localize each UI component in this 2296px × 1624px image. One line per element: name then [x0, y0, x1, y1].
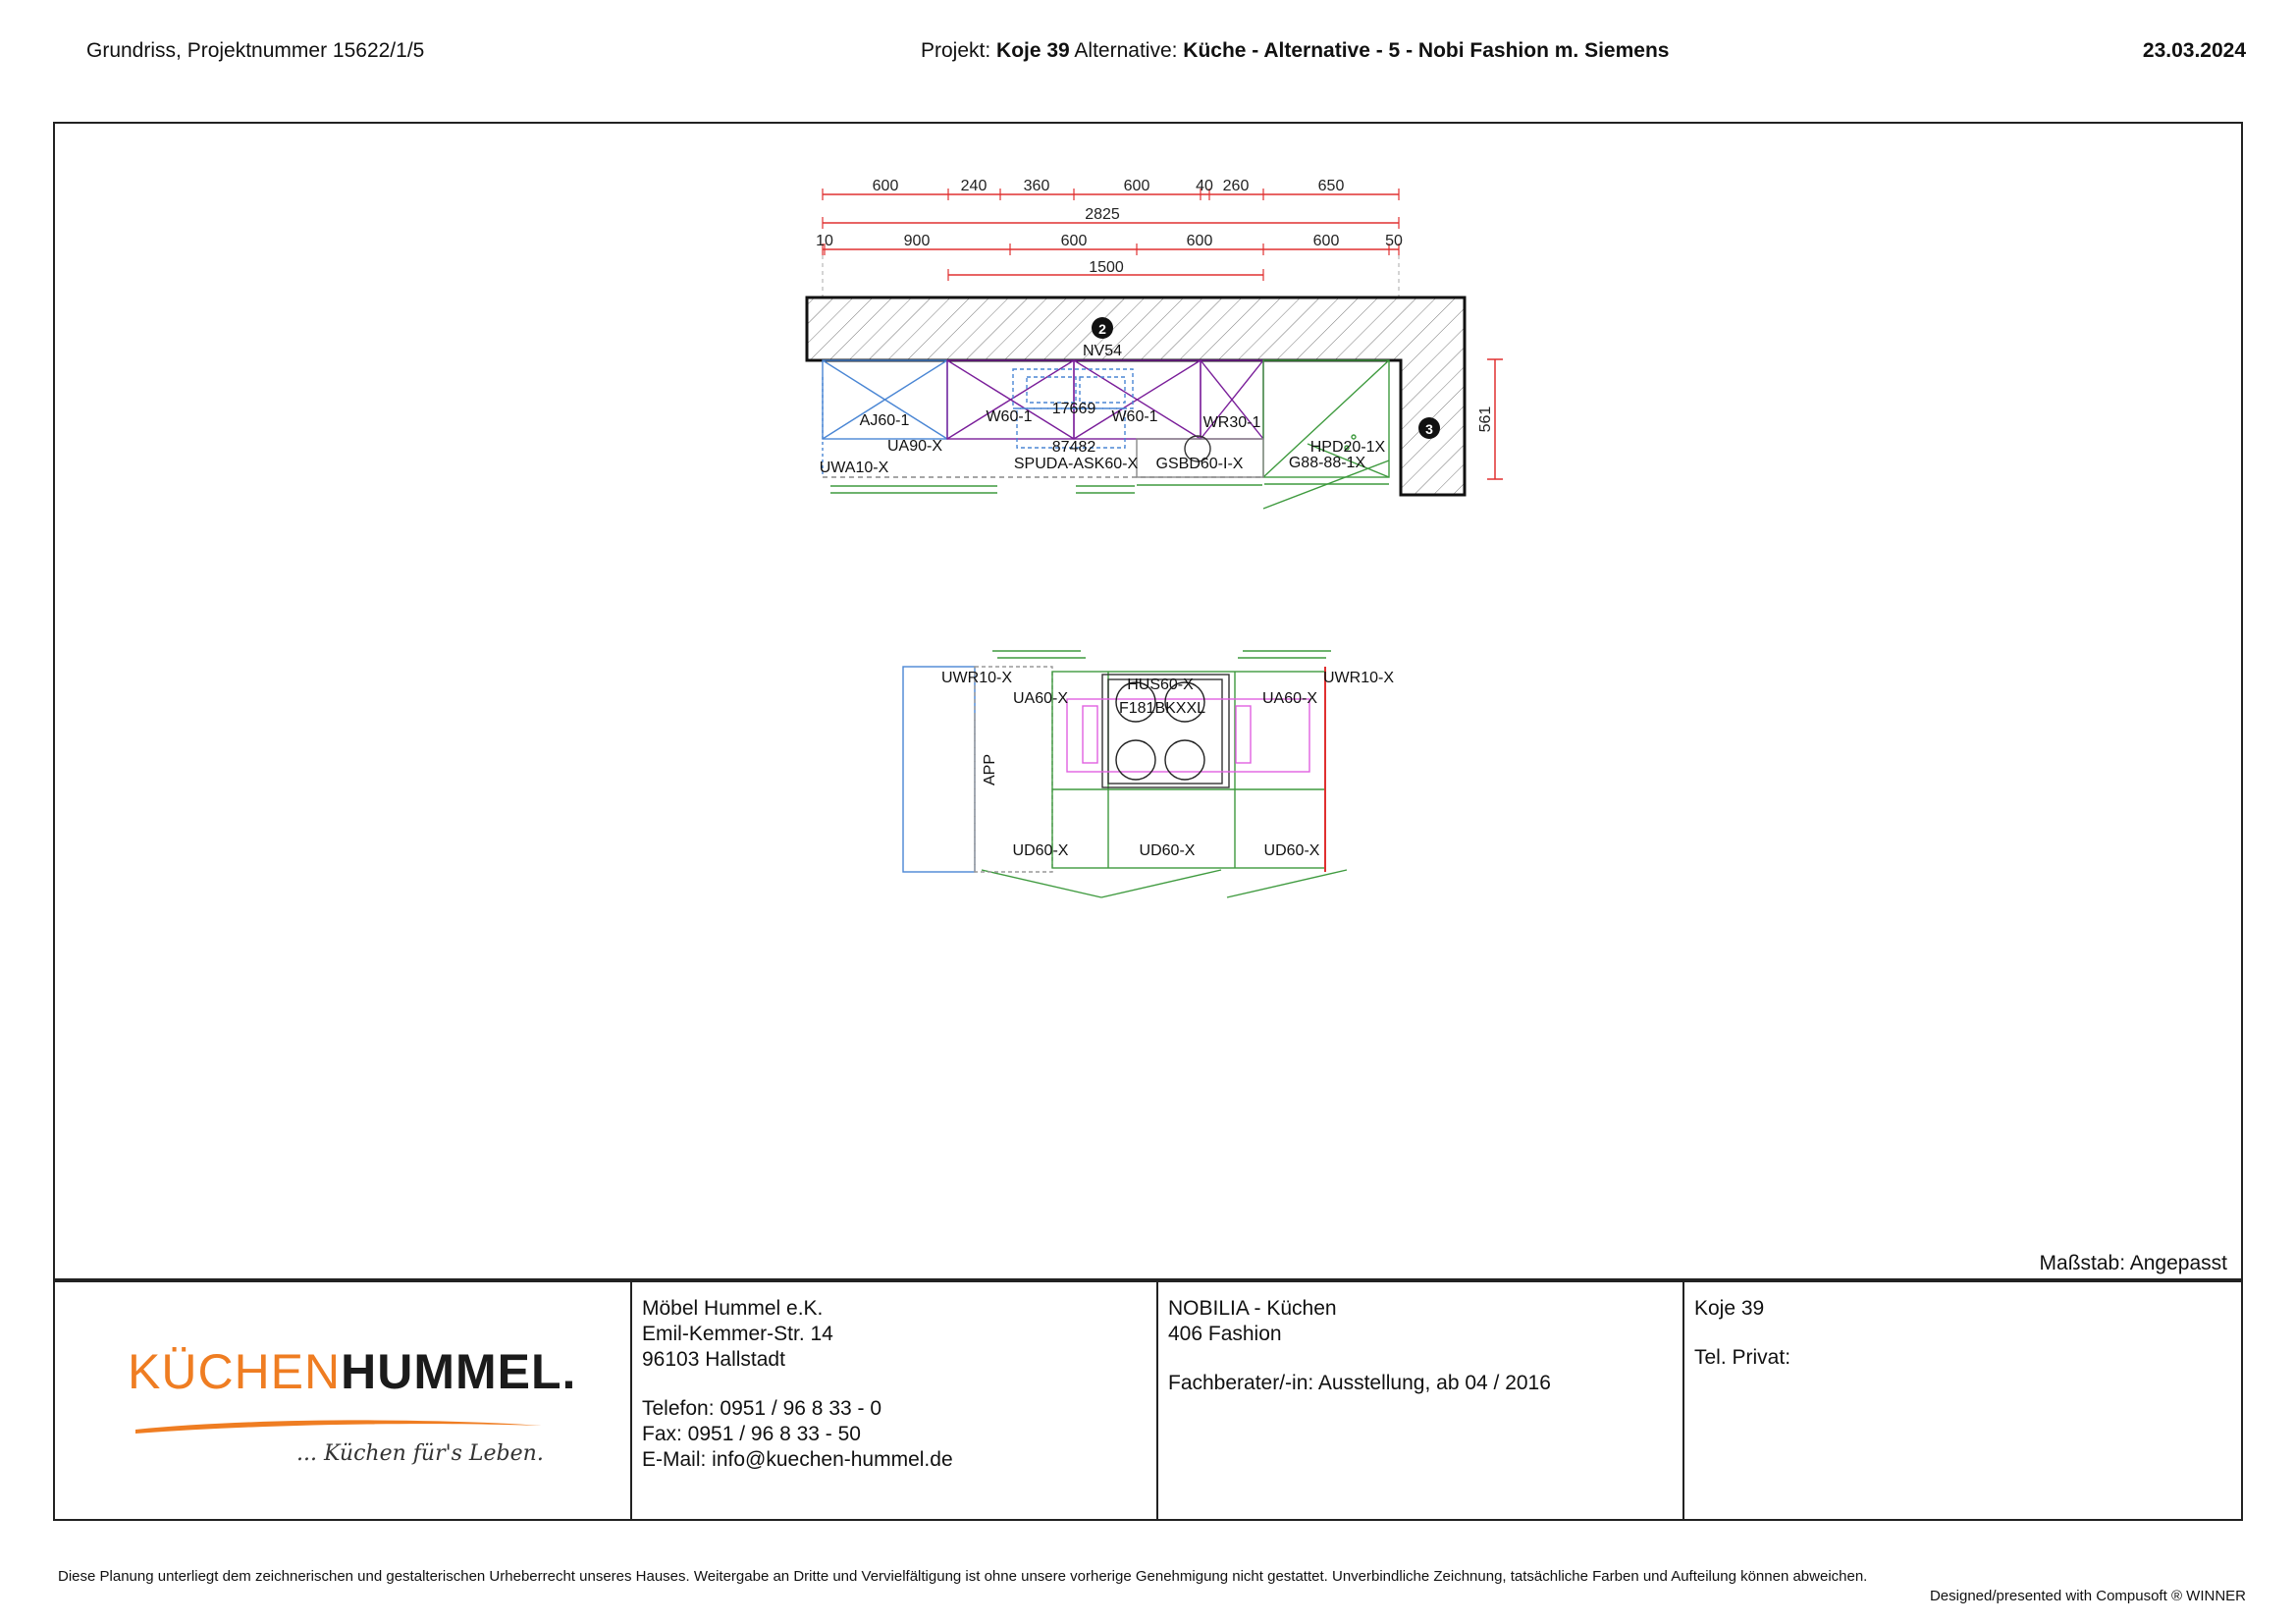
label-w60-left: W60-1	[986, 408, 1033, 425]
tall-appliance	[1263, 360, 1389, 509]
label-art-87482: 87482	[1051, 439, 1096, 456]
dim-row3-2: 900	[903, 233, 931, 249]
marker-2: 2	[1098, 321, 1106, 337]
logo-tagline: ... Küchen für's Leben.	[296, 1441, 544, 1466]
header-project	[921, 39, 1669, 63]
label-uwr10-left: UWR10-X	[940, 670, 1013, 686]
dim-row3-4: 600	[1186, 233, 1213, 249]
footer-credit: Designed/presented with Compusoft ® WINNER	[1929, 1588, 2246, 1604]
logo-swoosh	[133, 1416, 546, 1437]
dim-row4: 1500	[1089, 259, 1124, 276]
spacer	[642, 1373, 1147, 1396]
hob	[1108, 679, 1222, 784]
label-g88: G88-88-1X	[1288, 455, 1366, 471]
project-phone-private: Tel. Privat:	[1694, 1346, 1791, 1369]
dim-row1-7: 650	[1317, 178, 1345, 194]
project-name: Koje 39	[1694, 1297, 1765, 1320]
manufacturer-model: 406 Fashion	[1168, 1323, 1282, 1345]
company-street: Emil-Kemmer-Str. 14	[642, 1323, 833, 1345]
company-email: E-Mail: info@kuechen-hummel.de	[642, 1448, 953, 1471]
burners	[1116, 682, 1204, 780]
company-phone: Telefon: 0951 / 96 8 33 - 0	[642, 1397, 882, 1420]
header-alternative-prefix: Alternative:	[1069, 39, 1184, 62]
company-fax: Fax: 0951 / 96 8 33 - 50	[642, 1423, 861, 1445]
uwr-left-shelf	[903, 667, 975, 872]
dim-row1-4: 600	[1123, 178, 1150, 194]
spacer	[1168, 1347, 1673, 1371]
spacer	[1694, 1322, 2231, 1345]
label-aj60: AJ60-1	[859, 412, 910, 429]
dim-row1-5: 40	[1196, 178, 1213, 194]
label-art-17669: 17669	[1051, 401, 1096, 417]
marker-3: 3	[1425, 421, 1433, 437]
label-spuda: SPUDA-ASK60-X	[1013, 456, 1139, 472]
base-fronts	[830, 484, 1389, 493]
manufacturer-advisor: Fachberater/-in: Ausstellung, ab 04 / 2016	[1168, 1372, 1551, 1394]
label-ua90: UA90-X	[886, 438, 943, 455]
header-date: 23.03.2024	[2142, 39, 2246, 62]
company-name: Möbel Hummel e.K.	[642, 1297, 824, 1320]
dim-row1-6: 260	[1222, 178, 1250, 194]
label-ud60-3: UD60-X	[1263, 842, 1320, 859]
island	[903, 651, 1347, 897]
label-ud60-2: UD60-X	[1139, 842, 1196, 859]
wall-run-labels	[820, 343, 1386, 476]
label-wr30: WR30-1	[1202, 414, 1261, 431]
island-labels	[941, 670, 1394, 859]
label-uwa10: UWA10-X	[819, 460, 889, 476]
manufacturer-cell	[1158, 1282, 1684, 1519]
dim-row3-5: 600	[1312, 233, 1340, 249]
drawing-frame	[53, 122, 2243, 1280]
manufacturer-brand: NOBILIA - Küchen	[1168, 1297, 1337, 1320]
label-nv54: NV54	[1082, 343, 1123, 359]
label-gsbd: GSBD60-I-X	[1155, 456, 1244, 472]
label-app: APP	[982, 753, 998, 786]
dim-row3-3: 600	[1060, 233, 1088, 249]
title-block	[53, 1280, 2243, 1521]
scale-label: Maßstab: Angepasst	[2039, 1252, 2227, 1274]
dim-depth: 561	[1477, 406, 1494, 433]
dim-row1-1: 600	[872, 178, 899, 194]
label-hpd: HPD20-1X	[1309, 439, 1386, 456]
logo-cell	[55, 1282, 632, 1519]
dim-row3-6: 50	[1385, 233, 1403, 249]
dim-total: 2825	[1085, 206, 1120, 223]
header-project-name: Koje 39	[996, 39, 1070, 62]
header-alternative-name: Küche - Alternative - 5 - Nobi Fashion m. Siemens	[1183, 39, 1670, 62]
header-project-prefix: Projekt:	[921, 39, 997, 62]
company-city: 96103 Hallstadt	[642, 1348, 785, 1371]
dim-row1-2: 240	[960, 178, 988, 194]
label-uwr10-right: UWR10-X	[1322, 670, 1395, 686]
label-cooktop: F181BKXXL	[1118, 700, 1206, 717]
label-w60-right: W60-1	[1111, 408, 1158, 425]
company-cell	[632, 1282, 1158, 1519]
logo-word-black: HUMMEL.	[341, 1344, 577, 1399]
company-logo	[128, 1344, 577, 1399]
label-ua60-right: UA60-X	[1261, 690, 1318, 707]
dim-row1-3: 360	[1023, 178, 1050, 194]
header-plan-id: Grundriss, Projektnummer 15622/1/5	[86, 39, 425, 62]
footer-disclaimer: Diese Planung unterliegt dem zeichnerischen und gestalterischen Urheberrecht unseres Hauses. Weitergabe an Dritte und Vervielfältigung ist ohne unsere vorherige Genehmigung nicht gestattet. Unverbindliche Zeichnung, tatsächliche Farben und Aufteilung können abweichen.	[58, 1568, 1868, 1585]
floor-plan	[55, 124, 2241, 1278]
project-cell	[1684, 1282, 2241, 1519]
logo-word-orange: KÜCHEN	[128, 1344, 342, 1399]
label-ua60-left: UA60-X	[1012, 690, 1069, 707]
wall-run	[823, 360, 1389, 509]
dim-row3-1: 10	[816, 233, 833, 249]
label-ud60-1: UD60-X	[1012, 842, 1069, 859]
label-hus60: HUS60-X	[1127, 677, 1194, 693]
